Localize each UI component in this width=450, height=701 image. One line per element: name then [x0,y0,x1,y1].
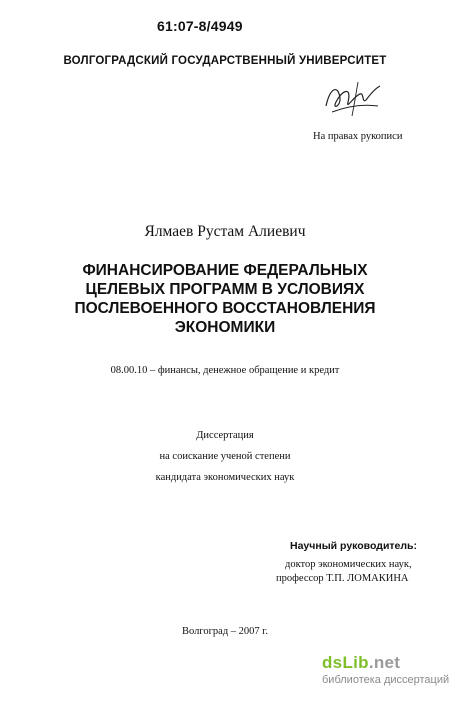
supervisor-heading: Научный руководитель: [290,540,417,552]
watermark-brand [322,653,449,673]
degree-line: кандидата экономических наук [155,472,295,483]
supervisor-degree: доктор экономических наук, [285,559,412,570]
watermark-brand-main: dsLib [322,653,369,672]
supervisor-name: профессор Т.П. ЛОМАКИНА [276,573,409,584]
watermark-logo [322,653,449,686]
handwritten-signature [318,76,388,124]
registry-code: 61:07-8/4949 [157,18,243,34]
title-line: ЭКОНОМИКИ [174,319,276,336]
title-line: ФИНАНСИРОВАНИЕ ФЕДЕРАЛЬНЫХ [82,262,368,279]
specialty-code: 08.00.10 – финансы, денежное обращение и кредит [110,365,340,376]
dissertation-title [0,261,450,337]
dissertation-label: Диссертация [196,430,254,441]
author-name: Ялмаев Рустам Алиевич [144,223,306,240]
degree-line: на соискание ученой степени [159,451,291,462]
title-line: ЦЕЛЕВЫХ ПРОГРАММ В УСЛОВИЯХ [85,281,365,298]
title-line: ПОСЛЕВОЕННОГО ВОССТАНОВЛЕНИЯ [74,300,376,317]
university-name: ВОЛГОГРАДСКИЙ ГОСУДАРСТВЕННЫЙ УНИВЕРСИТЕТ [63,55,387,67]
watermark-brand-suffix: .net [368,653,401,672]
rights-note: На правах рукописи [313,131,403,142]
watermark-subtitle: библиотека диссертаций [322,674,450,686]
place-year: Волгоград – 2007 г. [181,626,269,637]
dissertation-degree-block [0,425,450,488]
